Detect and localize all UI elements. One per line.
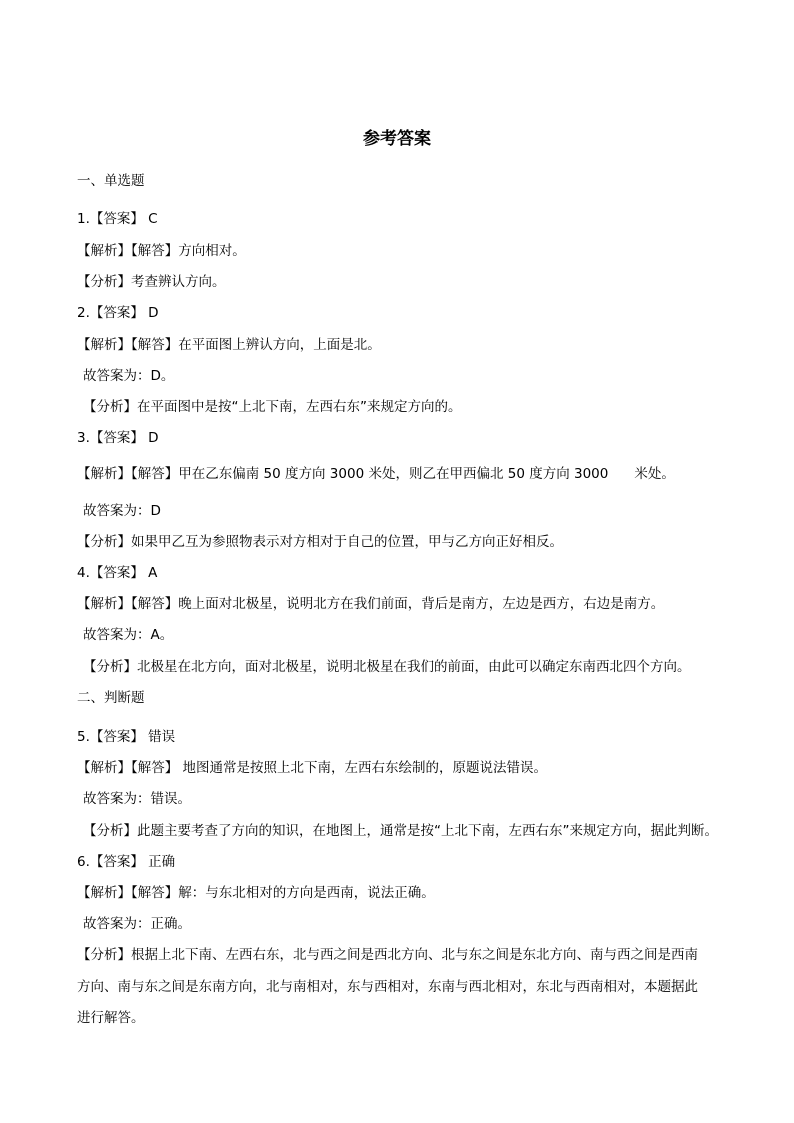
q5-analysis: 【分析】此题主要考查了方向的知识，在地图上，通常是按“上北下南，左西右东”来规定方向，据此判断。 [83,823,718,839]
q1-analysis: 【分析】考查辨认方向。 [77,274,226,290]
page-title: 参考答案 [363,129,431,149]
q5-explanation: 【解析】【解答】 地图通常是按照上北下南，左西右东绘制的，原题说法错误。 [77,760,548,776]
q3-explanation [77,464,675,484]
q6-explanation: 【解析】【解答】解：与东北相对的方向是西南，说法正确。 [77,885,435,901]
q4-answer: 4.【答案】 A [77,565,158,581]
q6-analysis-line3: 进行解答。 [77,1010,145,1026]
section-heading-true-false: 二、判断题 [77,690,145,706]
q2-explanation: 【解析】【解答】在平面图上辨认方向，上面是北。 [77,337,381,353]
q3-answer: 3.【答案】 D [77,430,159,446]
q3-analysis: 【分析】如果甲乙互为参照物表示对方相对于自己的位置，甲与乙方向正好相反。 [77,534,563,550]
q4-analysis: 【分析】北极星在北方向，面对北极星，说明北极星在我们的前面，由此可以确定东南西北四个方向。 [83,659,691,675]
q5-answer: 5.【答案】 错误 [77,729,176,745]
q6-answer: 6.【答案】 正确 [77,854,176,870]
q3-explanation-part2: 米处。 [634,466,675,482]
q6-analysis-line1: 【分析】根据上北下南、左西右东，北与西之间是西北方向、北与东之间是东北方向、南与西之间是西南 [77,947,698,963]
q4-conclusion: 故答案为：A。 [83,627,174,643]
q3-explanation-part1: 【解析】【解答】甲在乙东偏南 50 度方向 3000 米处，则乙在甲西偏北 50 度方向 3000 [77,466,609,482]
q1-answer: 1.【答案】 C [77,211,158,227]
section-heading-single-choice: 一、单选题 [77,173,145,189]
q3-conclusion: 故答案为：D [83,503,161,519]
q2-conclusion: 故答案为：D。 [83,368,175,384]
q1-explanation: 【解析】【解答】方向相对。 [77,243,246,259]
q2-analysis: 【分析】在平面图中是按“上北下南，左西右东”来规定方向的。 [83,399,462,415]
q4-explanation: 【解析】【解答】晚上面对北极星，说明北方在我们前面，背后是南方，左边是西方，右边是南方。 [77,596,665,612]
q6-conclusion: 故答案为：正确。 [83,916,191,932]
q2-answer: 2.【答案】 D [77,305,159,321]
q6-analysis-line2: 方向、南与东之间是东南方向，北与南相对，东与西相对，东南与西北相对，东北与西南相对，本题据此 [77,979,698,995]
q5-conclusion: 故答案为：错误。 [83,791,191,807]
